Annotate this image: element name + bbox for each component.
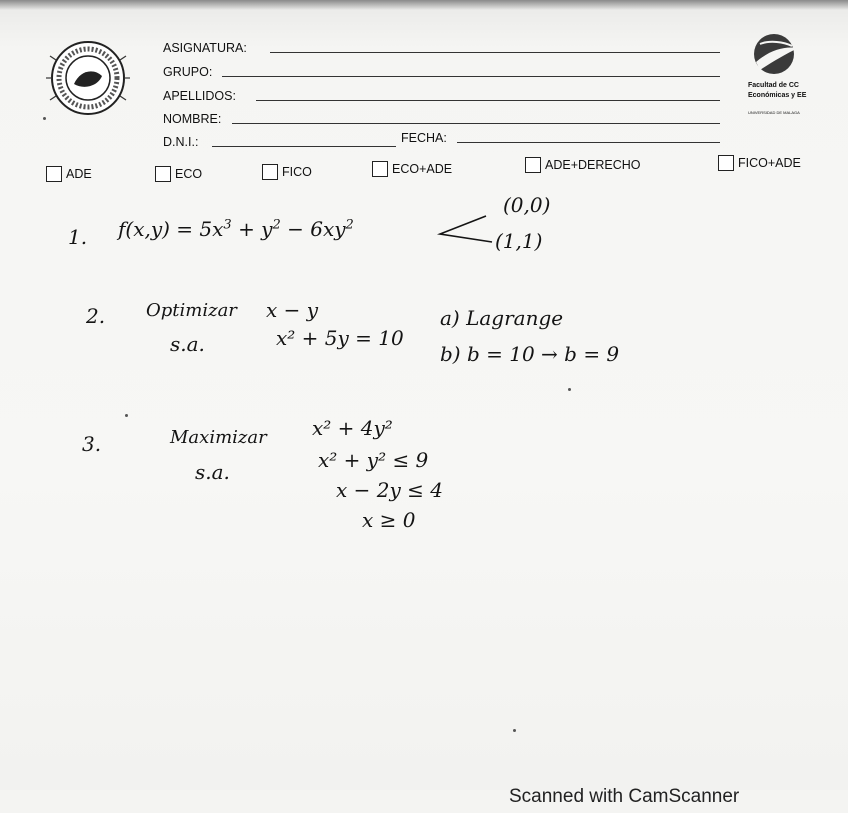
- apellidos-label: APELLIDOS:: [163, 89, 236, 103]
- checkbox-label: ADE+DERECHO: [545, 158, 641, 172]
- p2-objective: x − y: [266, 298, 319, 322]
- faculty-name-line2: Económicas y EE: [748, 92, 807, 99]
- checkbox-eco[interactable]: [155, 166, 202, 182]
- p1-exp-2: 2: [272, 217, 281, 233]
- checkbox-box[interactable]: [525, 157, 541, 173]
- p2-part-b: b) b = 10 → b = 9: [440, 342, 620, 366]
- p3-constraint-1: x² + y² ≤ 9: [318, 448, 429, 472]
- p1-fn-a: f(x,y) = 5x: [118, 217, 224, 241]
- checkbox-box[interactable]: [155, 166, 171, 182]
- checkbox-fico-ade[interactable]: [718, 155, 801, 171]
- ink-dot: [125, 414, 128, 417]
- apellidos-field[interactable]: [256, 100, 720, 101]
- p1-exp-1: 3: [223, 217, 232, 233]
- scan-edge-shadow: [0, 0, 848, 10]
- checkbox-box[interactable]: [372, 161, 388, 177]
- grupo-field[interactable]: [222, 76, 720, 77]
- checkbox-box[interactable]: [718, 155, 734, 171]
- checkbox-label: ECO: [175, 167, 203, 181]
- p1-point-b: (1,1): [495, 229, 543, 253]
- checkbox-eco-ade[interactable]: [372, 161, 452, 177]
- nombre-label: NOMBRE:: [163, 112, 222, 126]
- fecha-field[interactable]: [457, 142, 720, 143]
- nombre-field[interactable]: [232, 123, 720, 124]
- fecha-label: FECHA:: [401, 131, 447, 145]
- p2-verb: Optimizar: [146, 300, 237, 321]
- university-seal-icon: [44, 38, 132, 118]
- p1-fn-c: − 6xy: [287, 217, 346, 241]
- p3-constraint-2: x − 2y ≤ 4: [336, 478, 443, 502]
- checkbox-label: ADE: [66, 167, 92, 181]
- asignatura-label: ASIGNATURA:: [163, 41, 247, 55]
- faculty-name-line1: Facultad de CC: [748, 82, 799, 89]
- checkbox-ade[interactable]: [46, 166, 92, 182]
- checkbox-label: ECO+ADE: [392, 162, 453, 176]
- checkbox-box[interactable]: [46, 166, 62, 182]
- problem-1-function: [118, 217, 354, 241]
- branch-bracket-icon: [436, 212, 496, 246]
- p2-constraint: x² + 5y = 10: [276, 326, 404, 350]
- checkbox-box[interactable]: [262, 164, 278, 180]
- p2-subject-to: s.a.: [170, 332, 205, 356]
- asignatura-field[interactable]: [270, 52, 720, 53]
- ink-dot: [43, 117, 46, 120]
- checkbox-fico[interactable]: [262, 164, 312, 180]
- grupo-label: GRUPO:: [163, 65, 213, 79]
- ink-dot: [568, 388, 571, 391]
- checkbox-label: FICO: [282, 165, 312, 179]
- p1-exp-3: 2: [345, 217, 354, 233]
- p1-point-a: (0,0): [503, 193, 551, 217]
- dni-label: D.N.I.:: [163, 135, 199, 149]
- dni-field[interactable]: [212, 146, 396, 147]
- checkbox-ade-derecho[interactable]: [525, 157, 641, 173]
- p3-verb: Maximizar: [170, 427, 267, 448]
- checkbox-label: FICO+ADE: [738, 156, 801, 170]
- problem-1-number: 1.: [68, 225, 88, 249]
- faculty-university: UNIVERSIDAD DE MALAGA: [748, 110, 800, 115]
- p3-objective: x² + 4y²: [312, 416, 393, 440]
- problem-2-number: 2.: [86, 304, 106, 328]
- ink-dot: [513, 729, 516, 732]
- p3-constraint-3: x ≥ 0: [362, 508, 416, 532]
- p3-subject-to: s.a.: [195, 460, 230, 484]
- faculty-logo-icon: [740, 32, 830, 122]
- camscanner-watermark: Scanned with CamScanner: [509, 786, 740, 807]
- p2-part-a: a) Lagrange: [440, 306, 564, 330]
- p1-fn-b: + y: [238, 217, 273, 241]
- problem-3-number: 3.: [82, 432, 102, 456]
